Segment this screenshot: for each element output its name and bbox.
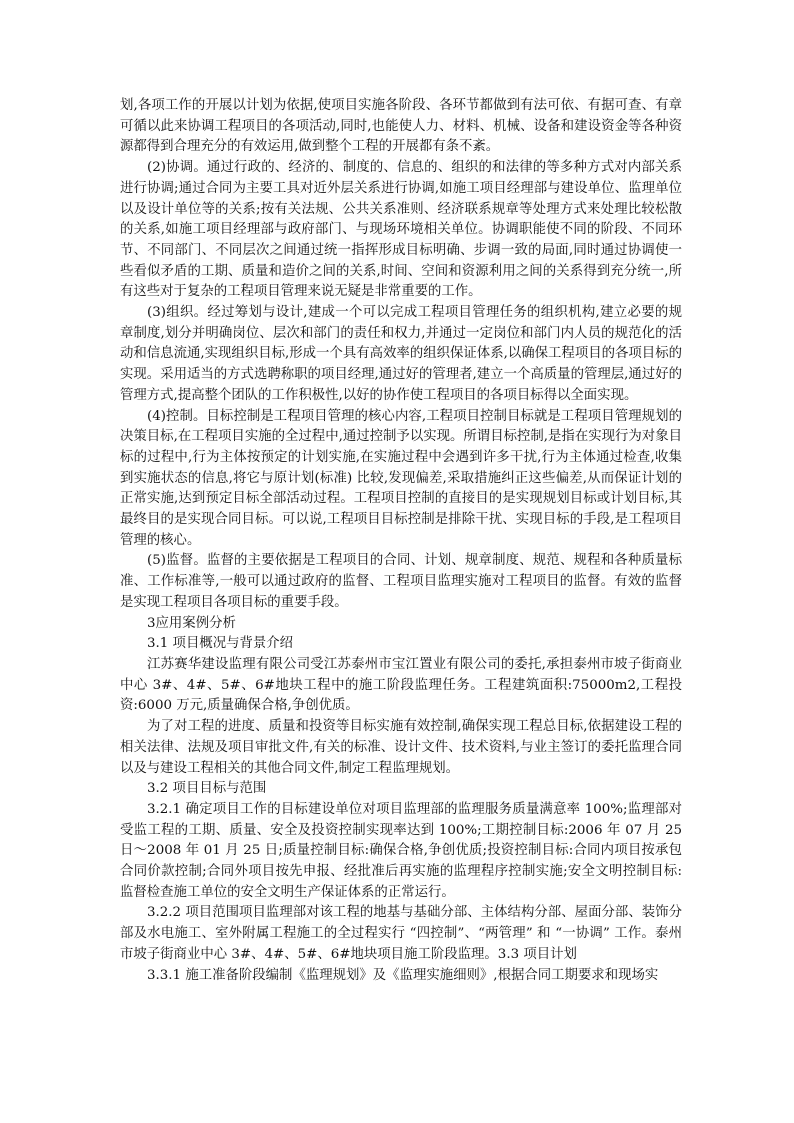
paragraph-plan-continuation: 划,各项工作的开展以计划为依据,使项目实施各阶段、各环节都做到有法可依、有据可查、有章可循以此来协调工程项目的各项活动,同时,也能使人力、材料、机械、设备和建设资金等各种资源都得到合理充分的有效运用,做到整个工程的开展都有条不紊。	[120, 98, 682, 155]
paragraph-coordination: (2)协调。通过行政的、经济的、制度的、信息的、组织的和法律的等多种方式对内部关系进行协调;通过合同为主要工具对近外层关系进行协调,如施工项目经理部与建设单位、监理单位以及设计单位等的关系;按有关法规、公共关系准则、经济联系规章等处理方式来处理比较松散的关系,如施工项目经理部与政府部门、与现场环境相关单位。协调职能使不同的阶段、不同环节、不同部门、不同层次之间通过统一指挥形成目标明确、步调一致的局面,同时通过协调使一些看似矛盾的工期、质量和造价之间的关系,时间、空间和资源利用之间的关系得到充分统一,所有这些对于复杂的工程项目管理来说无疑是非常重要的工作。	[120, 160, 682, 300]
paragraph-project-scope: 3.2.2 项目范围项目监理部对该工程的地基与基础分部、主体结构分部、屋面分部、装饰分部及水电施工、室外附属工程施工的全过程实行 “四控制”、“两管理” 和 “一协调” 工作。泰州市坡子街商业中心 3#、4#、5#、6#地块项目施工阶段监理。3.3 项目计划	[120, 905, 682, 962]
paragraph-project-overview: 江苏赛华建设监理有限公司受江苏泰州市宝江置业有限公司的委托,承担泰州市坡子街商业中心 3#、4#、5#、6#地块工程中的施工阶段监理任务。工程建筑面积:75000m2,工程投资:6000 万元,质量确保合格,争创优质。	[120, 656, 682, 714]
paragraph-preparation-stage: 3.3.1 施工准备阶段编制《监理规划》及《监理实施细则》,根据合同工期要求和现场实	[147, 967, 659, 983]
paragraph-control: (4)控制。目标控制是工程项目管理的核心内容,工程项目控制目标就是工程项目管理规划的决策目标,在工程项目实施的全过程中,通过控制予以实现。所谓目标控制,是指在实现行为对象目标的过程中,行为主体按预定的计划实施,在实施过程中会遇到许多干扰,行为主体通过检查,收集到实施状态的信息,将它与原计划(标准) 比较,发现偏差,采取措施纠正这些偏差,从而保证计划的正常实施,达到预定目标全部活动过程。工程项目控制的直接目的是实现规划目标或计划目标,其最终目的是实现合同目标。可以说,工程项目目标控制是排除干扰、实现目标的手段,是工程项目管理的核心。	[120, 408, 682, 548]
section-heading-project-overview: 3.1 项目概况与背景介绍	[147, 636, 294, 652]
document-body	[120, 96, 682, 986]
paragraph-supervision-plan: 为了对工程的进度、质量和投资等目标实施有效控制,确保实现工程总目标,依据建设工程的相关法律、法规及项目审批文件,有关的标准、设计文件、技术资料,与业主签订的委托监理合同以及与建设工程相关的其他合同文件,制定工程监理规划。	[120, 719, 682, 776]
section-heading-goals-scope: 3.2 项目目标与范围	[147, 781, 267, 797]
paragraph-supervision: (5)监督。监督的主要依据是工程项目的合同、计划、规章制度、规范、规程和各种质量标准、工作标准等,一般可以通过政府的监督、工程项目监理实施对工程项目的监督。有效的监督是实现工程项目各项目标的重要手段。	[120, 553, 682, 610]
section-heading-case-analysis: 3应用案例分析	[147, 615, 236, 631]
paragraph-project-goals: 3.2.1 确定项目工作的目标建设单位对项目监理部的监理服务质量满意率 100%;监理部对受监工程的工期、质量、安全及投资控制实现率达到 100%;工期控制目标:2006 年 07 月 25 日～2008 年 01 月 25 日;质量控制目标:确保合格,争创优质;投资控制目标:合同内项目按承包合同价款控制;合同外项目按先申报、经批准后再实施的监理程序控制实施;安全文明控制目标:监督检查施工单位的安全文明生产保证体系的正常运行。	[120, 801, 682, 900]
paragraph-organization: (3)组织。经过筹划与设计,建成一个可以完成工程项目管理任务的组织机构,建立必要的规章制度,划分并明确岗位、层次和部门的责任和权力,并通过一定岗位和部门内人员的规范化的活动和信息流通,实现组织目标,形成一个具有高效率的组织保证体系,以确保工程项目的各项目标的实现。采用适当的方式选聘称职的项目经理,通过好的管理者,建立一个高质量的管理层,通过好的管理方式,提高整个团队的工作积极性,以好的协作使工程项目的各项目标得以全面实现。	[120, 305, 682, 403]
